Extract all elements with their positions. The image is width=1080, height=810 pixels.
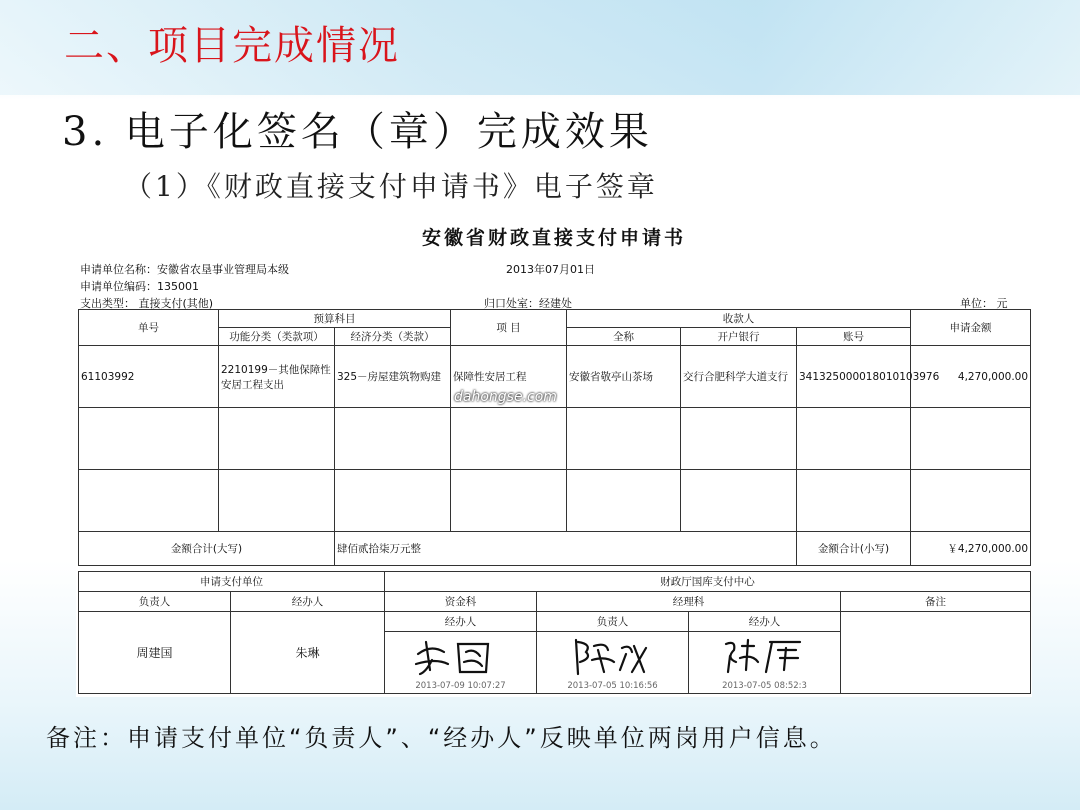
slide-title: 二、项目完成情况 — [64, 23, 400, 69]
bank-header: 开户银行 — [681, 328, 797, 346]
handwritten-signature-1 — [396, 634, 526, 678]
bank-cell: 交行合肥科学大道支行 — [681, 346, 797, 408]
total-upper-value: 肆佰贰拾柒万元整 — [335, 532, 797, 566]
handwritten-signature-3 — [700, 634, 830, 678]
total-lower-value: ￥4,270,000.00 — [911, 532, 1031, 566]
currency-unit: 单位： 元 — [960, 297, 1008, 310]
handwritten-signature-2 — [548, 634, 678, 678]
footnote: 备注：申请支付单位“负责人”、“经办人”反映单位两岗用户信息。 — [46, 724, 837, 752]
full-name-header: 全称 — [567, 328, 681, 346]
doc-no-cell: 61103992 — [79, 346, 219, 408]
remark-header: 备注 — [841, 592, 1031, 612]
amount-cell: 4,270,000.00 — [911, 346, 1031, 408]
account-header: 账号 — [797, 328, 911, 346]
applicant-code: 申请单位编码：135001 — [80, 280, 199, 293]
table-row — [79, 470, 1031, 532]
payment-type: 支出类型： 直接支付(其他) — [80, 297, 214, 310]
handler-header: 经办人 — [231, 592, 385, 612]
form-date: 2013年07月01日 — [506, 263, 595, 276]
doc-no-header: 单号 — [79, 310, 219, 346]
remark-cell — [841, 612, 1031, 694]
table-row — [79, 408, 1031, 470]
review-section-header: 经理科 — [537, 592, 841, 612]
subsection-heading: （1）《财政直接支付申请书》电子签章 — [124, 170, 658, 203]
signature-time-1: 2013-07-09 10:07:27 — [415, 681, 506, 691]
signature-cell-review-head — [537, 632, 689, 694]
project-cell: 保障性安居工程 — [451, 346, 567, 408]
treasury-center-header: 财政厅国库支付中心 — [385, 572, 1031, 592]
signature-time-3: 2013-07-05 08:52:3 — [722, 681, 807, 691]
department: 归口处室：经建处 — [484, 297, 572, 310]
func-class-header: 功能分类（类款项） — [219, 328, 335, 346]
econ-class-header: 经济分类（类款） — [335, 328, 451, 346]
fund-section-header: 资金科 — [385, 592, 537, 612]
fund-handler-header: 经办人 — [385, 612, 537, 632]
watermark: dahongse.com — [454, 389, 557, 405]
form-title: 安徽省财政直接支付申请书 — [421, 227, 686, 249]
func-class-cell: 2210199－其他保障性安居工程支出 — [219, 346, 335, 408]
signature-table — [78, 571, 1031, 694]
review-head-header: 负责人 — [537, 612, 689, 632]
total-lower-label: 金额合计(小写) — [797, 532, 911, 566]
applicant-name: 申请单位名称：安徽省农垦事业管理局本级 — [80, 263, 289, 276]
amount-header: 申请金额 — [911, 310, 1031, 346]
payee-header: 收款人 — [567, 310, 911, 328]
account-cell: 341325000018010103976 — [797, 346, 911, 408]
handler-name: 朱琳 — [231, 612, 385, 694]
payment-application-form — [76, 215, 1032, 697]
econ-class-cell: 325－房屋建筑物购建 — [335, 346, 451, 408]
project-header: 项 目 — [451, 310, 567, 346]
signature-time-2: 2013-07-05 10:16:56 — [567, 681, 658, 691]
signature-cell-review-handler — [689, 632, 841, 694]
head-name: 周建国 — [79, 612, 231, 694]
section-heading: 3. 电子化签名（章）完成效果 — [62, 109, 653, 155]
payment-table — [78, 309, 1031, 566]
applicant-unit-header: 申请支付单位 — [79, 572, 385, 592]
signature-cell-fund-handler — [385, 632, 537, 694]
review-handler-header: 经办人 — [689, 612, 841, 632]
total-upper-label: 金额合计(大写) — [79, 532, 335, 566]
payee-name-cell: 安徽省敬亭山茶场 — [567, 346, 681, 408]
head-header: 负责人 — [79, 592, 231, 612]
budget-subject-header: 预算科目 — [219, 310, 451, 328]
